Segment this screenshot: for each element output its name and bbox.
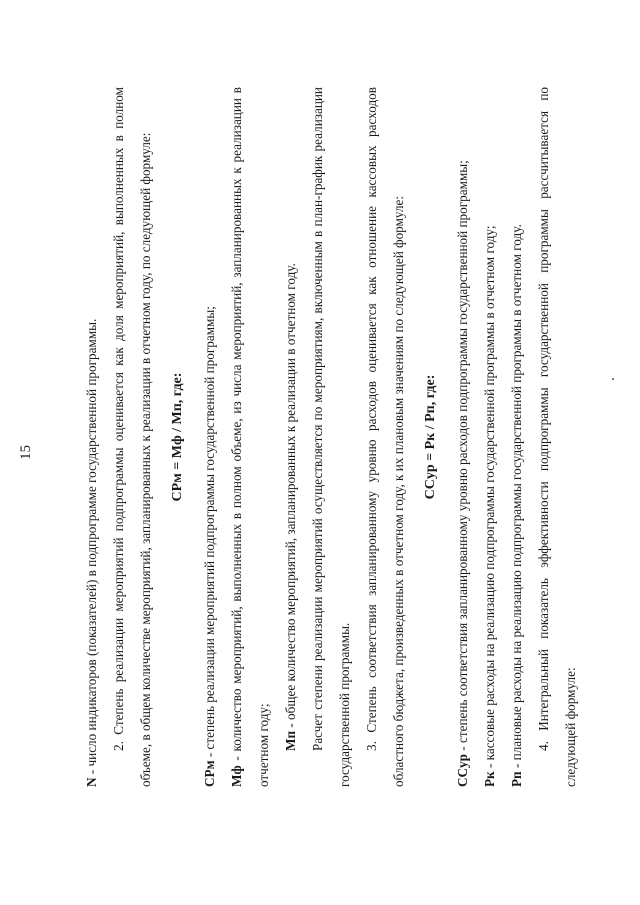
paragraph-item-2: 2. Степень реализации мероприятий подпрограммы оценивается как доля мероприятий, выполненных в полном объеме, в общем количестве мероприятий, запланированных к реализации в отчетном году, по следующей формуле:: [111, 87, 153, 787]
formula-ccur: CCур = Pк / Pп, где:: [423, 374, 438, 500]
paragraph-n-definition: N - число индикаторов (показателей) в подпрограмме государственной программы.: [84, 318, 99, 787]
definition-pp: Pп - плановые расходы на реализацию подпрограммы государственной программы в отчетном году.: [509, 224, 524, 787]
scan-speck: [612, 378, 614, 380]
paragraph-item-3: 3. Степень соответствия запланированному уровню расходов оценивается как отношение кассовых расходов областного бюджета, произведенных в отчетном году, к их плановым значениям по следующей формуле:: [364, 87, 406, 787]
paragraph-item-4: 4. Интегральный показатель эффективности подпрограммы государственной программы рассчитывается по следующей формуле:: [536, 87, 578, 787]
definition-cpm: CPм - степень реализации мероприятий подпрограммы государственной программы;: [202, 306, 217, 787]
formula-cpm: CPм = Mф / Mп, где:: [170, 372, 185, 502]
definition-mp: Mп - общее количество мероприятий, запланированных к реализации в отчетном году.: [283, 263, 298, 751]
definition-ccur: CCур - степень соответствия запланированному уровню расходов подпрограммы государственной программы;: [455, 160, 470, 787]
document-body: [78, 87, 584, 787]
page-number: 15: [18, 445, 34, 460]
definition-pk: Pк - кассовые расходы на реализацию подпрограммы государственной программы в отчетном году;: [482, 225, 497, 787]
paragraph-calc-note: Расчет степени реализации мероприятий осуществляется по мероприятиям, включенным в план-график реализации государственной программы.: [310, 87, 352, 787]
definition-mf: Mф - количество мероприятий, выполненных в полном объеме, из числа мероприятий, запланированных к реализации в отчетном году;: [229, 87, 271, 787]
